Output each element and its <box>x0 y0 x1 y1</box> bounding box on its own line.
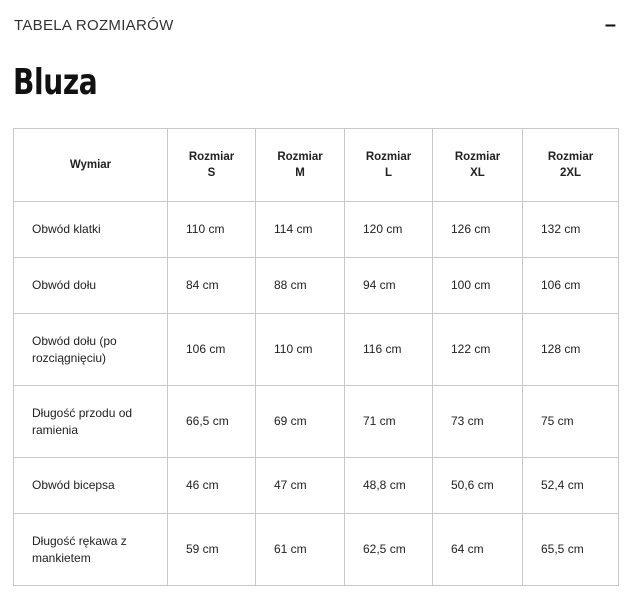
table-cell: 64 cm <box>433 514 523 586</box>
table-cell: 116 cm <box>345 314 433 386</box>
table-cell: 52,4 cm <box>523 458 619 514</box>
header-size-xl: Rozmiar XL <box>433 129 523 202</box>
row-label: Długość przodu od ramienia <box>14 386 168 458</box>
table-row <box>14 314 619 386</box>
table-cell: 114 cm <box>256 202 345 258</box>
table-row <box>14 202 619 258</box>
table-cell: 47 cm <box>256 458 345 514</box>
table-cell: 110 cm <box>168 202 256 258</box>
row-label: Obwód bicepsa <box>14 458 168 514</box>
table-cell: 120 cm <box>345 202 433 258</box>
table-cell: 84 cm <box>168 258 256 314</box>
table-header-row <box>14 129 619 202</box>
table-cell: 48,8 cm <box>345 458 433 514</box>
table-row <box>14 458 619 514</box>
row-label: Obwód dołu <box>14 258 168 314</box>
size-chart-accordion-header[interactable] <box>14 14 620 36</box>
table-row <box>14 514 619 586</box>
minus-icon[interactable]: – <box>604 14 616 36</box>
table-cell: 75 cm <box>523 386 619 458</box>
header-size-l: Rozmiar L <box>345 129 433 202</box>
table-cell: 110 cm <box>256 314 345 386</box>
table-cell: 88 cm <box>256 258 345 314</box>
table-cell: 128 cm <box>523 314 619 386</box>
table-cell: 65,5 cm <box>523 514 619 586</box>
table-cell: 61 cm <box>256 514 345 586</box>
table-cell: 73 cm <box>433 386 523 458</box>
header-measure: Wymiar <box>14 129 168 202</box>
table-row <box>14 258 619 314</box>
table-cell: 66,5 cm <box>168 386 256 458</box>
header-size-s: Rozmiar S <box>168 129 256 202</box>
header-size-m: Rozmiar M <box>256 129 345 202</box>
table-cell: 122 cm <box>433 314 523 386</box>
table-cell: 71 cm <box>345 386 433 458</box>
table-cell: 94 cm <box>345 258 433 314</box>
table-cell: 106 cm <box>523 258 619 314</box>
size-table <box>13 128 619 586</box>
table-cell: 126 cm <box>433 202 523 258</box>
table-cell: 50,6 cm <box>433 458 523 514</box>
table-cell: 69 cm <box>256 386 345 458</box>
header-size-2xl: Rozmiar 2XL <box>523 129 619 202</box>
row-label: Obwód klatki <box>14 202 168 258</box>
row-label: Obwód dołu (po rozciągnięciu) <box>14 314 168 386</box>
row-label: Długość rękawa z mankietem <box>14 514 168 586</box>
table-cell: 106 cm <box>168 314 256 386</box>
table-cell: 62,5 cm <box>345 514 433 586</box>
section-title: Bluza <box>13 62 98 103</box>
table-cell: 46 cm <box>168 458 256 514</box>
table-cell: 59 cm <box>168 514 256 586</box>
accordion-title: TABELA ROZMIARÓW <box>14 16 174 34</box>
table-cell: 100 cm <box>433 258 523 314</box>
table-cell: 132 cm <box>523 202 619 258</box>
table-row <box>14 386 619 458</box>
